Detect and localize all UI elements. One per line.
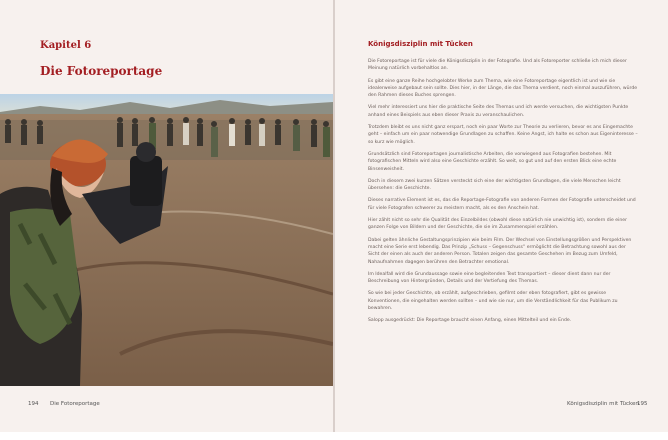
paragraph: Hier zählt nicht so sehr die Qualität des Einzelbildes (obwohl diese natürlich nie unwichtig ist), sondern die einer ganzen Folge von Bildern und der Geschichte, die sie im Zusammenspiel erzählen. — [368, 218, 627, 231]
body-text — [368, 58, 638, 330]
running-footer-right: Königsdisziplin mit Tücken — [567, 401, 639, 407]
paragraph: Dabei gelten ähnliche Gestaltungsprinzipien wie beim Film. Der Wechsel von Einstellungsgrößen und Perspektiven macht eine Serie erst lebendig. Das Prinzip „Schuss – Gegenschuss“ ermöglicht die Betrachtung sowohl aus der Sicht der einen als auch der anderen Person. Totalen zeigen das gesamte Geschehen im Bezug zum Umfeld, Nahaufnahmen dagegen berühren den Betrachter emotional. — [368, 237, 632, 265]
paragraph: Im Idealfall wird die Grundaussage sowie eine begleitenden Text transportiert – dieser dient dann nur der Beschreibung von Hintergründen, Details und der Vertiefung des Themas. — [368, 271, 611, 285]
reportage-photo — [0, 94, 333, 386]
paragraph: Salopp ausgedrückt: Die Reportage braucht einen Anfang, einen Mittelteil und ein Ende. — [368, 318, 572, 324]
paragraph: Es gibt eine ganze Reihe hochgelobter Werke zum Thema, wie eine Fotoreportage eigentlich ist und wie sie idealerweise aufgebaut sein sollte. Dies hier, in der Länge, die das Thema verdient, noch einmal auszuführen, würde den Rahmen dieses Buches sprengen. — [368, 78, 638, 99]
chapter-label: Kapitel 6 — [40, 40, 92, 51]
paragraph: Grundsätzlich sind Fotoreportagen journalistische Arbeiten, die vorwiegend aus Fotografien bestehen. Mit fotografischen Mitteln wird also eine Geschichte erzählt. So weit, so gut und auf den ersten Blick eine echte Binsenweisheit. — [368, 151, 617, 172]
paragraph: Doch in diesem zwei kurzen Sätzen versteckt sich eine der wichtigsten Grundlagen, die viele Menschen leicht übersehen: die Geschichte. — [368, 178, 621, 192]
paragraph: Trotzdem bleibt es uns nicht ganz erspart, noch ein paar Worte zur Theorie zu verlieren, bevor es ans Eingemachte geht – einfach um ein paar notwendige Grundlagen zu schaffen. Keine Angst, ich halte es schon aus Eigeninteresse – so kurz wie möglich. — [368, 125, 638, 145]
right-page — [335, 0, 668, 432]
running-footer-left: Die Fotoreportage — [50, 401, 100, 407]
paragraph: Dieses narrative Element ist es, das die Reportage-Fotografie von anderen Formen der Fotografie unterscheidet und für viele Fotografen schwerer zu meistern macht, als es den Anschein hat. — [368, 198, 636, 211]
chapter-title: Die Fotoreportage — [40, 64, 163, 78]
page-number-left: 194 — [28, 401, 39, 407]
paragraph: Viel mehr interessiert uns hier die praktische Seite des Themas und ich werde versuchen, die wichtigsten Punkte anhand eines Beispiels aus eben dieser Praxis zu veranschaulichen. — [368, 105, 629, 118]
section-heading: Königsdisziplin mit Tücken — [368, 40, 473, 48]
paragraph: So wie bei jeder Geschichte, ob erzählt, aufgeschrieben, gefilmt oder eben fotografiert, gibt es gewisse Konventionen, die eingehalten werden sollten – und wie sie nur, um die Verständlichkeit für das Publikum zu bewahren. — [368, 291, 618, 312]
paragraph: Die Fotoreportage ist für viele die Königsdisziplin in der Fotografie. Und als Fotoreporter schließe ich mich dieser Meinung natürlich vorbehaltlos an. — [368, 59, 627, 72]
page-number-right: 195 — [637, 401, 648, 407]
left-page — [0, 0, 333, 432]
